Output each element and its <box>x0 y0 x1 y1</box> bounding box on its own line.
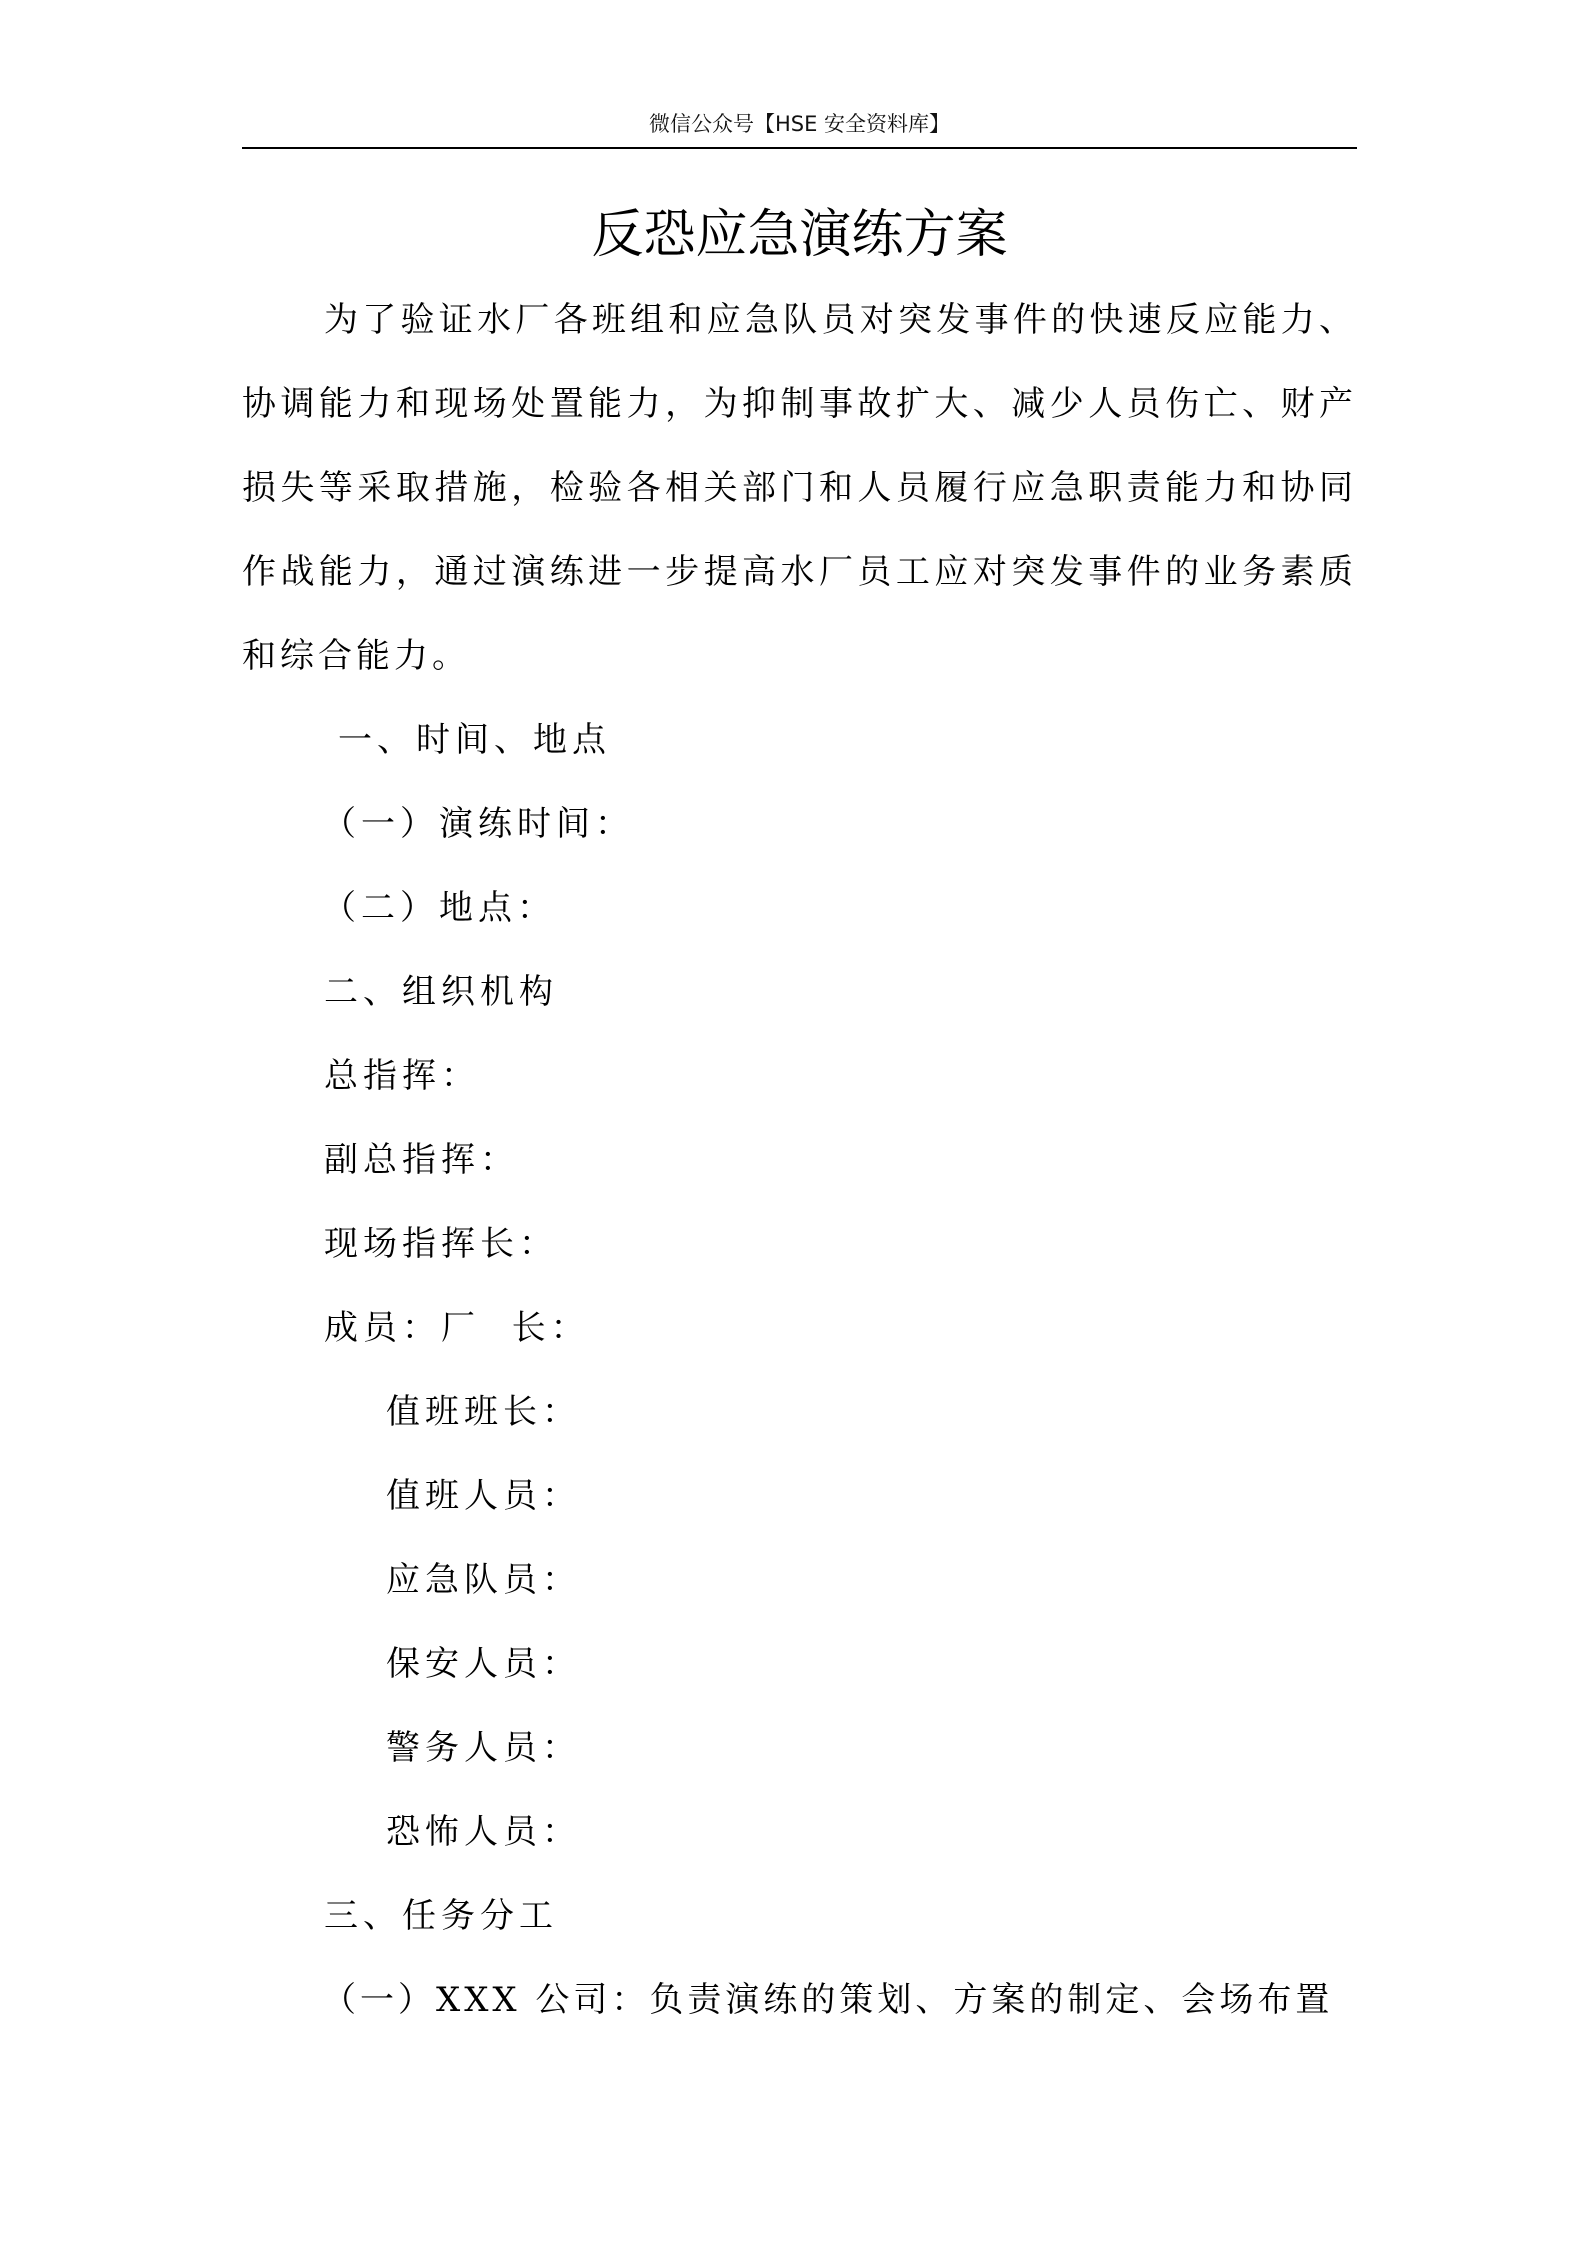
section-heading-organization: 二、组织机构 <box>324 972 558 1012</box>
document-title: 反恐应急演练方案 <box>591 205 1008 265</box>
header-rule <box>242 147 1357 149</box>
section-heading-time-place: 一、时间、地点 <box>338 720 611 760</box>
task-item-1: （一）XXX 公司：负责演练的策划、方案的制定、会场布置 <box>322 1980 1334 2020</box>
page-header: 微信公众号【HSE 安全资料库】 <box>648 112 951 136</box>
members-line: 成员：厂 长： <box>324 1308 590 1348</box>
shift-leader-line: 值班班长： <box>386 1392 581 1432</box>
commander-line: 总指挥： <box>324 1056 480 1096</box>
terrorist-role-line: 恐怖人员： <box>386 1812 581 1852</box>
deputy-commander-line: 副总指挥： <box>324 1140 519 1180</box>
security-staff-line: 保安人员： <box>386 1644 581 1684</box>
shift-staff-line: 值班人员： <box>386 1476 581 1516</box>
drill-time-line: （一）演练时间： <box>322 804 634 844</box>
intro-paragraph: 为了验证水厂各班组和应急队员对突发事件的快速反应能力、协调能力和现场处置能力，为抑制事故扩大、减少人员伤亡、财产损失等采取措施，检验各相关部门和人员履行应急职责能力和协同作战能力，通过演练进一步提高水厂员工应对突发事件的业务素质和综合能力。 <box>242 300 1357 676</box>
drill-place-line: （二）地点： <box>322 888 556 928</box>
site-commander-line: 现场指挥长： <box>324 1224 558 1264</box>
section-heading-tasks: 三、任务分工 <box>324 1896 558 1936</box>
emergency-team-line: 应急队员： <box>386 1560 581 1600</box>
police-staff-line: 警务人员： <box>386 1728 581 1768</box>
